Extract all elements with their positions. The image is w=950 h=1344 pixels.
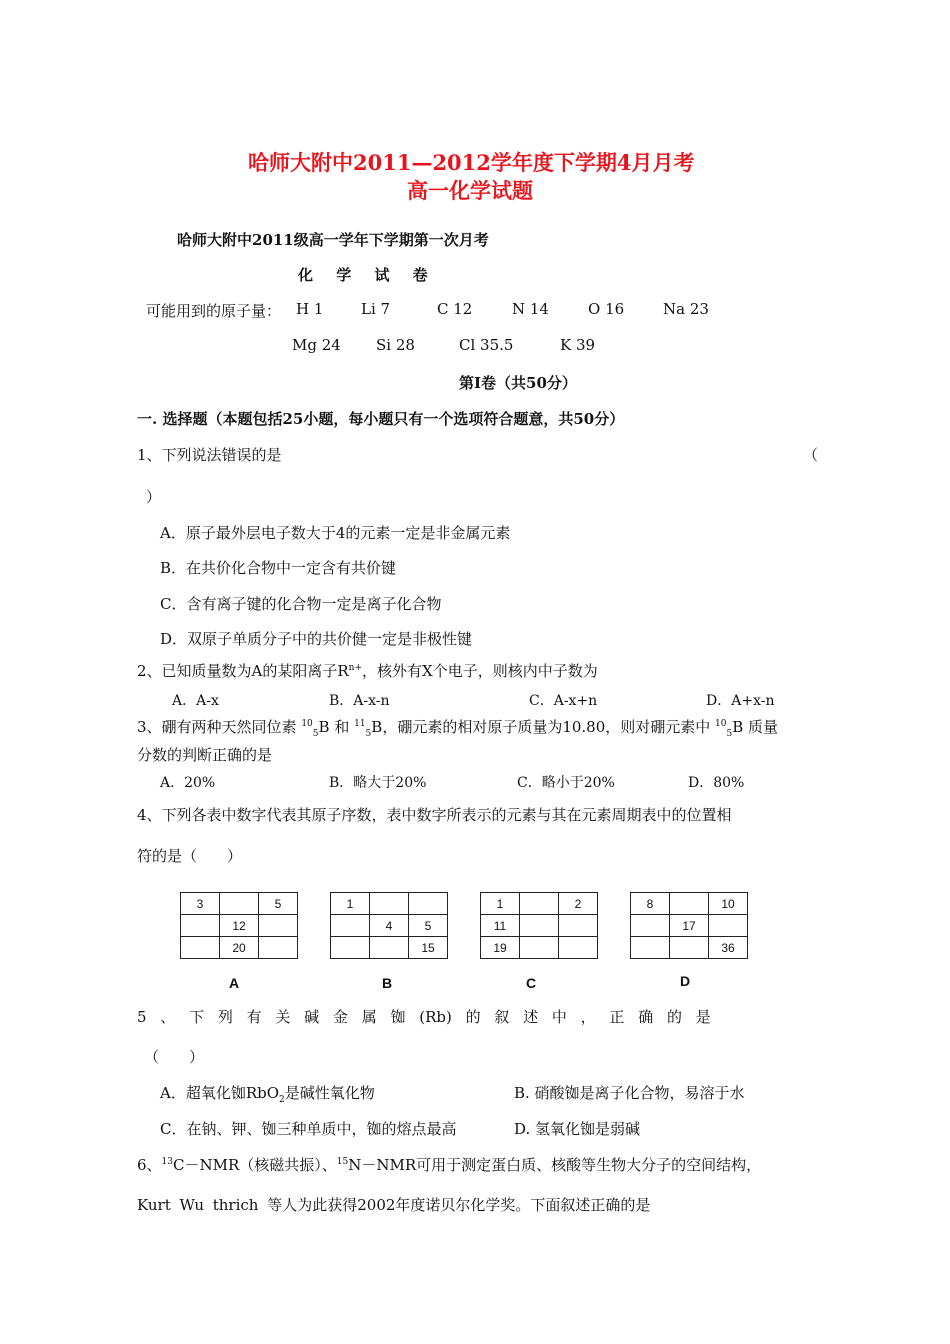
table-cell [709, 915, 748, 937]
q3-iso3-mass: 10 [715, 719, 727, 729]
title-line-1: 哈师大附中2011—2012学年度下学期4月月考 [248, 150, 695, 175]
atomic-mass-mg: Mg 24 [292, 336, 341, 354]
q4-table-c [480, 892, 598, 959]
q3-option-b: B．略大于20% [329, 775, 427, 791]
q5-option-a-1: A．超氧化铷RbO [160, 1084, 280, 1102]
atomic-mass-na: Na 23 [663, 300, 709, 318]
q4-table-d-label: D [680, 973, 691, 989]
q6-line-1 [137, 1154, 761, 1175]
table-cell [331, 915, 370, 937]
paper-title: 化 学 试 卷 [298, 266, 428, 284]
section-header: 第Ⅰ卷（共50分） [459, 374, 577, 392]
q3-text-4: 质量 [743, 718, 779, 736]
table-cell: 10 [709, 893, 748, 915]
q1-option-a: A．原子最外层电子数大于4的元素一定是非金属元素 [160, 524, 511, 542]
q1-option-b: B．在共价化合物中一定含有共价键 [160, 559, 397, 577]
table-cell: 11 [481, 915, 520, 937]
q4-table-c-label: C [526, 975, 537, 991]
atomic-mass-h: H 1 [296, 300, 324, 318]
table-cell: 19 [481, 937, 520, 959]
q2-option-a: A．A-x [172, 693, 219, 709]
q4-line-1: 4、下列各表中数字代表其原子序数，表中数字所表示的元素与其在元素周期表中的位置相 [137, 806, 732, 824]
title-line-2: 高一化学试题 [407, 178, 533, 203]
atomic-mass-li: Li 7 [361, 300, 391, 318]
table-cell: 20 [220, 937, 259, 959]
table-cell [631, 937, 670, 959]
q5-option-c: C．在钠、钾、铷三种单质中，铷的熔点最高 [160, 1120, 457, 1138]
q2-stem [137, 660, 598, 681]
q4-table-a [180, 892, 298, 959]
table-cell [520, 937, 559, 959]
q6-line-2: Kurt Wu thrich 等人为此获得2002年度诺贝尔化学奖。下面叙述正确的是 [137, 1196, 651, 1214]
table-cell [520, 893, 559, 915]
q3-text-2: 和 [329, 718, 355, 736]
q3-stem [137, 716, 778, 739]
table-cell [181, 915, 220, 937]
atomic-mass-o: O 16 [588, 300, 625, 318]
q2-stem-a: 2、已知质量数为A的某阳离子R [137, 662, 349, 680]
atomic-mass-n: N 14 [512, 300, 549, 318]
q3-iso1-el: B [318, 718, 330, 736]
q5-line-1: 5 、 下 列 有 关 碱 金 属 铷 (Rb) 的 叙 述 中 ， 正 确 的 是 [137, 1008, 711, 1026]
q6-text-3: N－NMR可用于测定蛋白质、核酸等生物大分子的空间结构， [348, 1156, 762, 1174]
q4-table-d [630, 892, 748, 959]
q4-table-a-label: A [229, 975, 240, 991]
q5-option-a-sub: 2 [279, 1095, 285, 1105]
q1-stem: 1、下列说法错误的是 [137, 446, 282, 464]
q4-line-2: 符的是（ ） [137, 847, 243, 865]
atomic-mass-label: 可能用到的原子量： [146, 302, 282, 320]
q5-option-b: B. 硝酸铷是离子化合物，易溶于水 [514, 1084, 745, 1102]
table-cell [670, 893, 709, 915]
table-cell: 5 [409, 915, 448, 937]
table-cell [220, 893, 259, 915]
part-one-heading: 一. 选择题（本题包括25小题，每小题只有一个选项符合题意，共50分） [137, 410, 625, 428]
q3-iso2-el: B [371, 718, 383, 736]
table-cell: 15 [409, 937, 448, 959]
q6-text-1: 6、 [137, 1156, 162, 1174]
q3-option-d: D．80% [688, 775, 745, 791]
q5-option-d: D. 氢氧化铷是弱碱 [514, 1120, 641, 1138]
q3-iso2-z: 5 [365, 729, 372, 739]
table-cell: 5 [259, 893, 298, 915]
table-cell [259, 915, 298, 937]
q6-sup-13: 13 [161, 1157, 173, 1167]
table-cell [631, 915, 670, 937]
table-cell [181, 937, 220, 959]
q3-iso3-el: B [732, 718, 744, 736]
q3-option-a: A．20% [160, 775, 216, 791]
q4-table-b [330, 892, 448, 959]
table-cell [331, 937, 370, 959]
table-cell [409, 893, 448, 915]
table-cell: 1 [331, 893, 370, 915]
q3-iso1-mass: 10 [301, 719, 313, 729]
q5-option-a [160, 1082, 375, 1105]
table-cell: 2 [559, 893, 598, 915]
table-cell [259, 937, 298, 959]
atomic-mass-si: Si 28 [376, 336, 415, 354]
q2-stem-b: ，核外有X个电子，则核内中子数为 [362, 662, 598, 680]
q5-option-a-2: 是碱性氧化物 [284, 1084, 375, 1102]
q1-option-c: C．含有离子键的化合物一定是离子化合物 [160, 595, 442, 613]
q3-line-2: 分数的判断正确的是 [137, 746, 273, 764]
table-cell: 17 [670, 915, 709, 937]
q4-table-b-label: B [382, 975, 393, 991]
q3-iso2-mass: 11 [354, 719, 366, 729]
q3-option-c: C．略小于20% [517, 775, 615, 791]
q5-line-2: （ ） [144, 1048, 205, 1066]
q3-iso3-z: 5 [726, 729, 733, 739]
table-cell [559, 915, 598, 937]
table-cell: 12 [220, 915, 259, 937]
atomic-mass-k: K 39 [560, 336, 596, 354]
table-cell: 3 [181, 893, 220, 915]
table-cell [670, 937, 709, 959]
table-cell [559, 937, 598, 959]
table-cell [520, 915, 559, 937]
q6-text-2: C－NMR（核磁共振）、 [173, 1156, 337, 1174]
q1-option-d: D．双原子单质分子中的共价健一定是非极性键 [160, 630, 473, 648]
q6-sup-15: 15 [336, 1157, 349, 1167]
q2-charge: n+ [348, 663, 363, 673]
atomic-mass-cl: Cl 35.5 [459, 336, 514, 354]
table-cell: 36 [709, 937, 748, 959]
q2-option-c: C．A-x+n [529, 693, 598, 709]
q3-text-1: 3、硼有两种天然同位素 [137, 718, 302, 736]
q1-paren-open: （ [803, 446, 819, 464]
q1-paren-close: ） [146, 488, 162, 506]
table-cell: 8 [631, 893, 670, 915]
school-line: 哈师大附中2011级高一学年下学期第一次月考 [177, 231, 489, 249]
atomic-mass-c: C 12 [437, 300, 473, 318]
q2-option-d: D．A+x-n [706, 693, 775, 709]
q2-option-b: B．A-x-n [329, 693, 390, 709]
table-cell: 1 [481, 893, 520, 915]
table-cell [370, 893, 409, 915]
q3-iso1-z: 5 [312, 729, 319, 739]
table-cell [370, 937, 409, 959]
q3-text-3: ，硼元素的相对原子质量为10.80，则对硼元素中 [382, 718, 716, 736]
table-cell: 4 [370, 915, 409, 937]
